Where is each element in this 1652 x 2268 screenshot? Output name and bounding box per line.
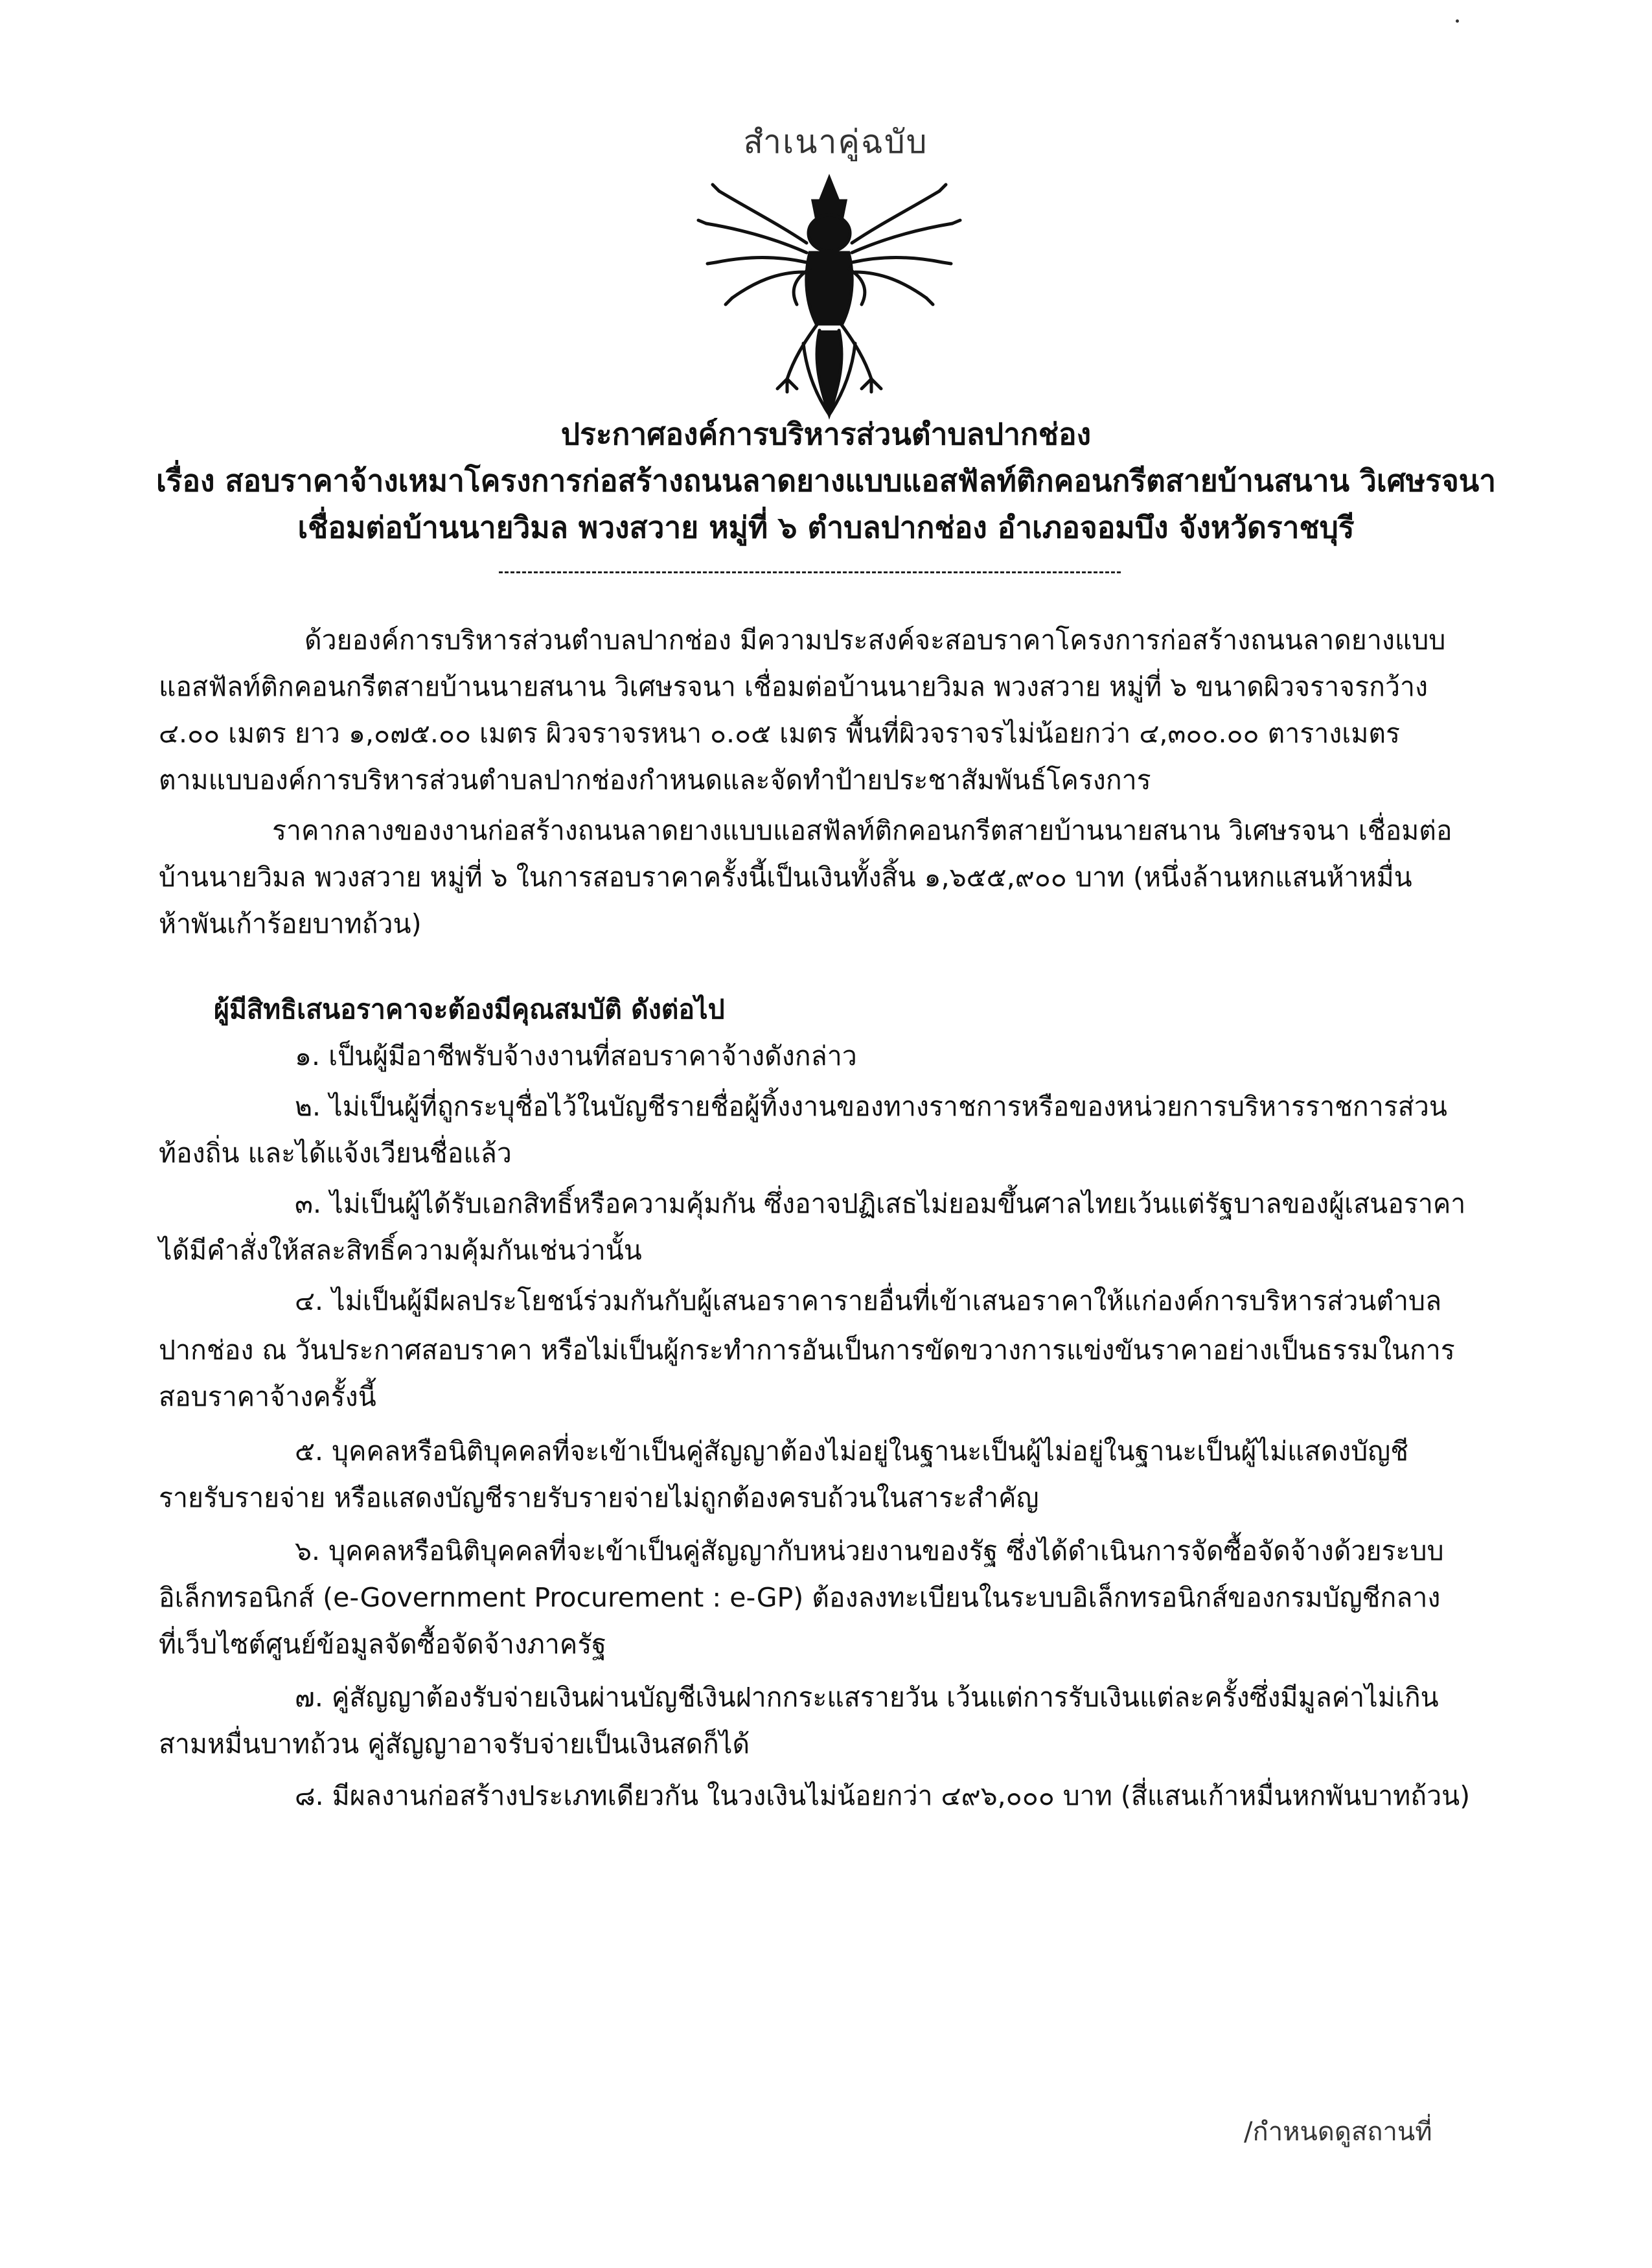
qualification-5-line-1: ๕. บุคคลหรือนิติบุคคลที่จะเข้าเป็นคู่สัญญาต้องไม่อยู่ในฐานะเป็นผู้ไม่อยู่ในฐานะเป็นผู้ไม่แสดงบัญชี [295, 1436, 1409, 1467]
qualification-4-line-3: สอบราคาจ้างครั้งนี้ [159, 1381, 376, 1412]
title-line-1: ประกาศองค์การบริหารส่วนตำบลปากช่อง [560, 417, 1092, 452]
qualification-2-line-1: ๒. ไม่เป็นผู้ที่ถูกระบุชื่อไว้ในบัญชีรายชื่อผู้ทิ้งงานของทางราชการหรือของหน่วยการบริหารราชการส่วน [295, 1091, 1447, 1122]
paragraph-1-line-1: ด้วยองค์การบริหารส่วนตำบลปากช่อง มีความประสงค์จะสอบราคาโครงการก่อสร้างถนนลาดยางแบบ [304, 624, 1446, 656]
qualification-4-line-2: ปากช่อง ณ วันประกาศสอบราคา หรือไม่เป็นผู้กระทำการอันเป็นการขัดขวางการแข่งขันราคาอย่างเป็นธรรมในการ [159, 1334, 1455, 1366]
title-line-2: เรื่อง สอบราคาจ้างเหมาโครงการก่อสร้างถนนลาดยางแบบแอสฟัลท์ติกคอนกรีตสายบ้านสนาน วิเศษรจนา [155, 463, 1497, 498]
qualification-7-line-2: สามหมื่นบาทถ้วน คู่สัญญาอาจรับจ่ายเป็นเงินสดก็ได้ [159, 1728, 750, 1759]
paragraph-1-line-4: ตามแบบองค์การบริหารส่วนตำบลปากช่องกำหนดและจัดทำป้ายประชาสัมพันธ์โครงการ [159, 764, 1151, 796]
qualification-6-line-2: อิเล็กทรอนิกส์ (e-Government Procurement : e-GP) ต้องลงทะเบียนในระบบอิเล็กทรอนิกส์ของกรมบัญชีกลาง [159, 1582, 1441, 1613]
title-divider [499, 571, 1121, 573]
qualification-8: ๘. มีผลงานก่อสร้างประเภทเดียวกัน ในวงเงินไม่น้อยกว่า ๔๙๖,๐๐๐ บาท (สี่แสนเก้าหมื่นหกพันบาทถ้วน) [295, 1780, 1471, 1811]
qualification-5-line-2: รายรับรายจ่าย หรือแสดงบัญชีรายรับรายจ่ายไม่ถูกต้องครบถ้วนในสาระสำคัญ [159, 1482, 1039, 1513]
scan-speck [1456, 19, 1459, 23]
paragraph-1-line-3: ๔.๐๐ เมตร ยาว ๑,๐๗๕.๐๐ เมตร ผิวจราจรหนา ๐.๐๕ เมตร พื้นที่ผิวจราจรไม่น้อยกว่า ๔,๓๐๐.๐๐ ตารางเมตร [159, 718, 1400, 749]
qualifications-heading: ผู้มีสิทธิเสนอราคาจะต้องมีคุณสมบัติ ดังต่อไป [214, 994, 725, 1025]
qualification-6-line-3: ที่เว็บไซต์ศูนย์ข้อมูลจัดซื้อจัดจ้างภาครัฐ [159, 1629, 606, 1660]
paragraph-2-line-2: บ้านนายวิมล พวงสวาย หมู่ที่ ๖ ในการสอบราคาครั้งนี้เป็นเงินทั้งสิ้น ๑,๖๕๕,๙๐๐ บาท (หนึ่งล้านหกแสนห้าหมื่น [159, 862, 1412, 893]
paragraph-1-line-2: แอสฟัลท์ติกคอนกรีตสายบ้านนายสนาน วิเศษรจนา เชื่อมต่อบ้านนายวิมล พวงสวาย หมู่ที่ ๖ ขนาดผิวจราจรกว้าง [159, 671, 1428, 702]
paragraph-2-line-3: ห้าพันเก้าร้อยบาทถ้วน) [159, 908, 422, 939]
qualification-1: ๑. เป็นผู้มีอาชีพรับจ้างงานที่สอบราคาจ้างดังกล่าว [295, 1040, 857, 1071]
qualification-3-line-1: ๓. ไม่เป็นผู้ได้รับเอกสิทธิ์หรือความคุ้มกัน ซึ่งอาจปฏิเสธไม่ยอมขึ้นศาลไทยเว้นแต่รัฐบาลของผู้เสนอราคา [295, 1188, 1466, 1219]
copy-stamp: สำเนาคู่ฉบับ [743, 123, 928, 161]
qualification-4-line-1: ๔. ไม่เป็นผู้มีผลประโยชน์ร่วมกันกับผู้เสนอราคารายอื่นที่เข้าเสนอราคาให้แก่องค์การบริหารส่วนตำบล [295, 1285, 1442, 1316]
qualification-2-line-2: ท้องถิ่น และได้แจ้งเวียนชื่อแล้ว [159, 1138, 512, 1169]
qualification-6-line-1: ๖. บุคคลหรือนิติบุคคลที่จะเข้าเป็นคู่สัญญากับหน่วยงานของรัฐ ซึ่งได้ดำเนินการจัดซื้อจัดจ้างด้วยระบบ [295, 1535, 1444, 1566]
qualification-7-line-1: ๗. คู่สัญญาต้องรับจ่ายเงินผ่านบัญชีเงินฝากกระแสรายวัน เว้นแต่การรับเงินแต่ละครั้งซึ่งมีมูลค่าไม่เกิน [295, 1682, 1439, 1713]
paragraph-2-line-1: ราคากลางของงานก่อสร้างถนนลาดยางแบบแอสฟัลท์ติกคอนกรีตสายบ้านนายสนาน วิเศษรจนา เชื่อมต่อ [272, 815, 1452, 846]
title-line-3: เชื่อมต่อบ้านนายวิมล พวงสวาย หมู่ที่ ๖ ตำบลปากช่อง อำเภอจอมบึง จังหวัดราชบุรี [297, 510, 1355, 545]
continuation-marker: /กำหนดดูสถานที่ [1244, 2117, 1432, 2147]
garuda-emblem-icon [680, 165, 978, 424]
qualification-3-line-2: ได้มีคำสั่งให้สละสิทธิ์ความคุ้มกันเช่นว่านั้น [159, 1235, 642, 1266]
